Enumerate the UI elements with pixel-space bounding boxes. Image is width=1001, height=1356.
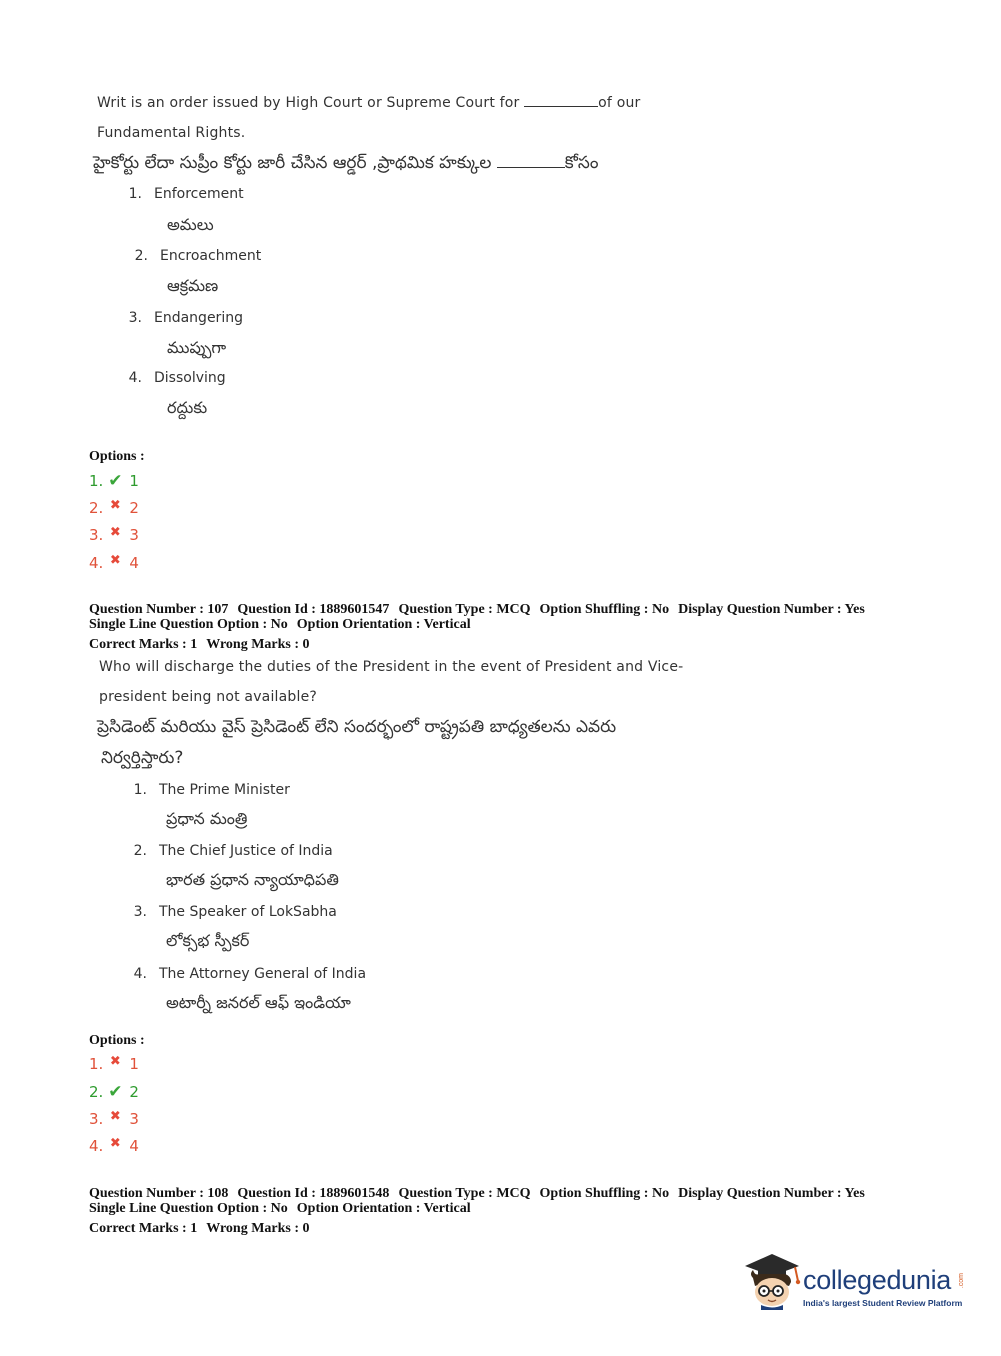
q107-choice-4 [129, 965, 366, 983]
q106-choice-1 [124, 185, 244, 203]
q107-choice-3-te: లోక్సభ స్పీకర్ [166, 931, 250, 950]
choice-number: 4. [128, 370, 142, 386]
q106-text-te-post: కోసం [564, 153, 599, 173]
q107-text-te-line1: ప్రెసిడెంట్ మరియు వైస్ ప్రెసిడెంట్ లేని సందర్భంలో రాష్ట్రపతి బాధ్యతలను ఎవరు [97, 717, 617, 737]
q106-choice-1-te: అమలు [167, 215, 214, 234]
q106-text-en-post: of our [598, 95, 641, 111]
choice-text-en: Encroachment [160, 248, 262, 264]
collegedunia-logo-text: collegedunia [803, 1265, 952, 1295]
choice-number: 3. [128, 310, 142, 326]
choice-number: 1. [128, 186, 142, 202]
q107-option-2: 2. ✔ 2 [89, 1082, 139, 1102]
correct-check-icon: ✔ [108, 471, 123, 491]
choice-number: 3. [133, 904, 147, 920]
choice-number: 2. [133, 843, 147, 859]
wrong-cross-icon: ✖ [109, 1109, 121, 1124]
wrong-cross-icon: ✖ [109, 1136, 121, 1151]
q107-choice-3 [129, 903, 337, 921]
fill-blank [524, 94, 598, 107]
q106-choice-2 [130, 247, 261, 265]
collegedunia-logo-suffix: .com [958, 1273, 965, 1289]
wrong-cross-icon: ✖ [109, 553, 121, 568]
q108-meta-line3: Correct Marks : 1 Wrong Marks : 0 [89, 1221, 310, 1236]
q106-text-en-line2: Fundamental Rights. [97, 125, 246, 141]
q107-options-label: Options : [89, 1033, 145, 1048]
q107-choice-1 [129, 781, 290, 799]
choice-number: 4. [133, 966, 147, 982]
q107-meta-line3: Correct Marks : 1 Wrong Marks : 0 [89, 637, 310, 652]
choice-text-en: The Chief Justice of India [159, 843, 333, 859]
q107-option-1: 1. ✖ 1 [89, 1054, 139, 1073]
q106-choice-3 [124, 309, 243, 327]
q107-choice-1-te: ప్రధాన మంత్రి [166, 809, 248, 828]
q107-choice-2-te: భారత ప్రధాన న్యాయాధిపతి [166, 870, 339, 889]
choice-number: 2. [134, 248, 148, 264]
q107-option-3: 3. ✖ 3 [89, 1109, 139, 1128]
choice-text-en: The Prime Minister [159, 782, 290, 798]
q107-meta-line1: Question Number : 107 Question Id : 1889601547 Question Type : MCQ Option Shuffling : No Display Question Number : Yes [89, 602, 865, 617]
q106-text-te [93, 153, 598, 177]
fill-blank [497, 155, 565, 168]
q106-choice-4 [124, 369, 226, 387]
wrong-cross-icon: ✖ [109, 525, 121, 540]
q106-text-en-line1 [97, 94, 641, 111]
choice-text-en: Endangering [154, 310, 243, 326]
choice-text-en: The Speaker of LokSabha [159, 904, 337, 920]
correct-check-icon: ✔ [108, 1082, 123, 1102]
q106-text-te-pre: హైకోర్టు లేదా సుప్రీం కోర్టు జారీ చేసిన ఆర్డర్ ,ప్రాథమిక హక్కుల [93, 153, 492, 173]
q106-option-1: 1. ✔ 1 [89, 471, 139, 491]
q108-meta-line2: Single Line Question Option : No Option Orientation : Vertical [89, 1201, 471, 1216]
q106-text-en-pre: Writ is an order issued by High Court or Supreme Court for [97, 95, 520, 111]
q107-option-4: 4. ✖ 4 [89, 1136, 139, 1155]
choice-text-en: The Attorney General of India [159, 966, 367, 982]
q107-text-en-line1: Who will discharge the duties of the President in the event of President and Vice- [99, 659, 684, 675]
q106-options-label: Options : [89, 449, 145, 464]
choice-number: 1. [133, 782, 147, 798]
q106-choice-4-te: రద్దుకు [167, 398, 208, 417]
q106-choice-2-te: ఆక్రమణ [167, 276, 219, 295]
wrong-cross-icon: ✖ [109, 498, 121, 513]
q106-option-4: 4. ✖ 4 [89, 553, 139, 572]
collegedunia-mascot-icon [741, 1248, 803, 1310]
wrong-cross-icon: ✖ [109, 1054, 121, 1069]
q107-choice-2 [129, 842, 333, 860]
q107-text-en-line2: president being not available? [99, 689, 318, 705]
choice-text-en: Dissolving [154, 370, 226, 386]
q107-meta-line2: Single Line Question Option : No Option Orientation : Vertical [89, 617, 471, 632]
q107-text-te-line2: నిర్వర్తిస్తారు? [101, 748, 184, 768]
collegedunia-tagline: India's largest Student Review Platform [803, 1298, 963, 1308]
q106-option-2: 2. ✖ 2 [89, 498, 139, 517]
q108-meta-line1: Question Number : 108 Question Id : 1889601548 Question Type : MCQ Option Shuffling : No Display Question Number : Yes [89, 1186, 865, 1201]
q107-choice-4-te: అటార్నీ జనరల్ ఆఫ్ ఇండియా [166, 993, 351, 1012]
q106-choice-3-te: ముప్పుగా [167, 338, 227, 357]
choice-text-en: Enforcement [154, 186, 244, 202]
q106-option-3: 3. ✖ 3 [89, 525, 139, 544]
